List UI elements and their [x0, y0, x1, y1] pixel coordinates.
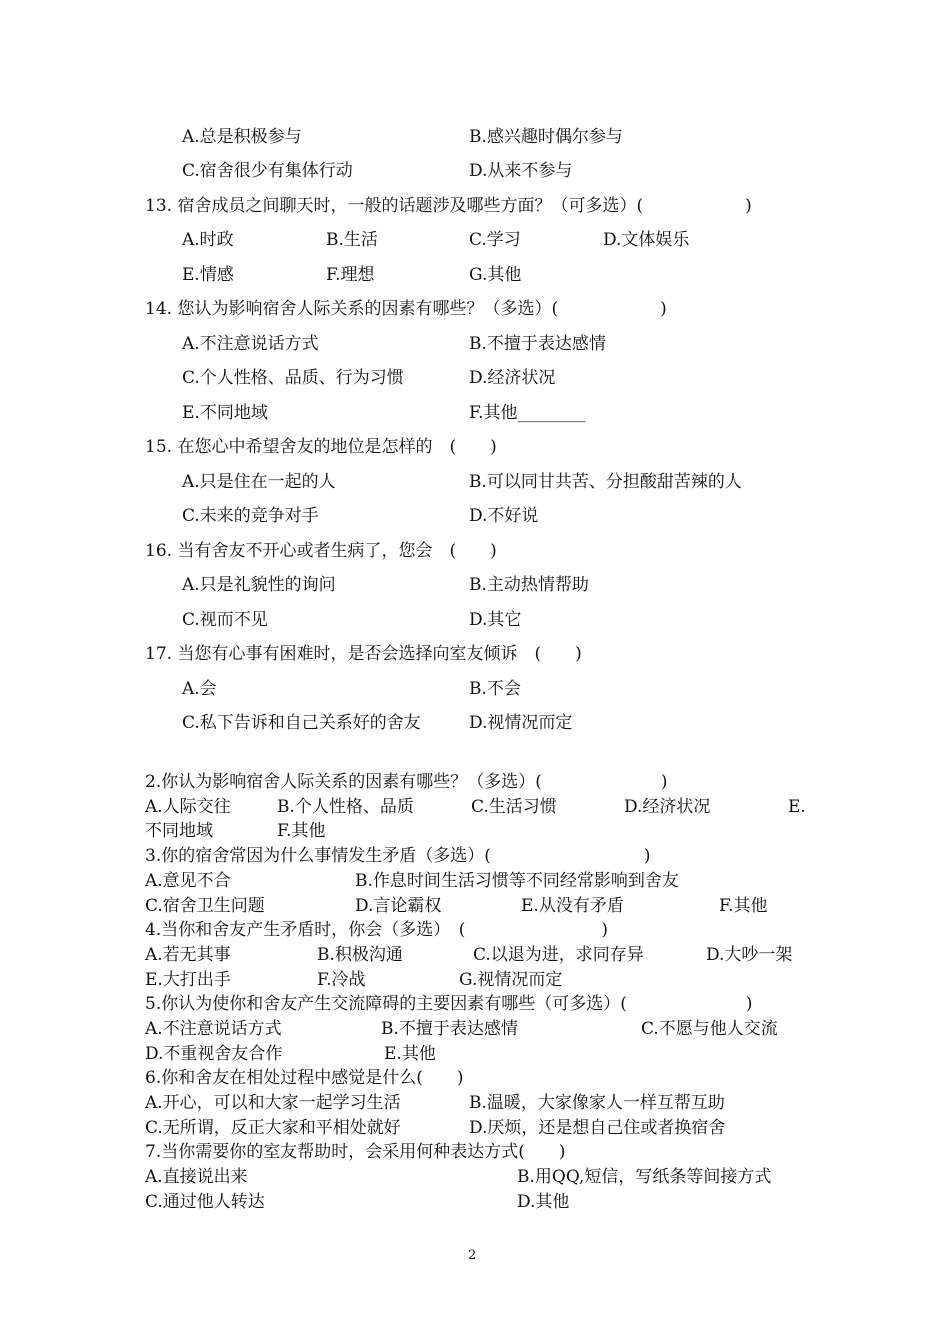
p2-q4-option-g: G.视情况而定 — [459, 970, 563, 990]
q14-option-e: E.不同地域 — [182, 403, 268, 423]
p2-q4-option-c: C.以退为进，求同存异 — [473, 945, 644, 965]
q13-option-d: D.文体娱乐 — [603, 230, 690, 250]
p2-q4-stem: 4.当你和舍友产生矛盾时，你会（多选） ( ) — [145, 920, 608, 940]
p2-q3-option-c: C.宿舍卫生问题 — [145, 896, 265, 916]
p2-q6-stem: 6.你和舍友在相处过程中感觉是什么( ) — [145, 1068, 464, 1088]
p2-q6-option-b: B.温暖，大家像家人一样互帮互助 — [469, 1093, 725, 1113]
p2-q6-option-c: C.无所谓，反正大家和平相处就好 — [145, 1118, 401, 1138]
p2-q2-option-f: F.其他 — [277, 821, 326, 841]
q14-option-a: A.不注意说话方式 — [182, 334, 319, 354]
p2-q5-option-e: E.其他 — [384, 1044, 436, 1064]
q15-option-c: C.未来的竞争对手 — [182, 506, 319, 526]
p2-q5-option-a: A.不注意说话方式 — [145, 1019, 282, 1039]
q14-option-f: F.其他________ — [469, 403, 586, 423]
page-number: 2 — [468, 1248, 477, 1263]
p2-q3-option-b: B.作息时间生活习惯等不同经常影响到舍友 — [355, 871, 679, 891]
p2-q7-stem: 7.当你需要你的室友帮助时，会采用何种表达方式( ) — [145, 1142, 566, 1162]
q13-stem: 13. 宿舍成员之间聊天时，一般的话题涉及哪些方面？（可多选）( ) — [145, 196, 752, 216]
p2-q4-option-a: A.若无其事 — [145, 945, 231, 965]
q17-option-c: C.私下告诉和自己关系好的舍友 — [182, 713, 421, 733]
q16-option-a: A.只是礼貌性的询问 — [182, 575, 336, 595]
p2-q4-option-e: E.大打出手 — [145, 970, 231, 990]
q13-option-b: B.生活 — [326, 230, 378, 250]
p2-q2-option-c: C.生活习惯 — [471, 797, 557, 817]
p2-q7-option-d: D.其他 — [517, 1192, 570, 1212]
q17-option-d: D.视情况而定 — [469, 713, 573, 733]
q12-option-c: C.宿舍很少有集体行动 — [182, 161, 353, 181]
p2-q3-option-a: A.意见不合 — [145, 871, 231, 891]
p2-q6-option-a: A.开心，可以和大家一起学习生活 — [145, 1093, 401, 1113]
q17-option-a: A.会 — [182, 679, 217, 699]
q12-option-a: A.总是积极参与 — [182, 127, 302, 147]
q17-stem: 17. 当您有心事有困难时，是否会选择向室友倾诉 ( ) — [145, 644, 582, 664]
p2-q3-option-d: D.言论霸权 — [355, 896, 442, 916]
q12-option-b: B.感兴趣时偶尔参与 — [469, 127, 623, 147]
q13-option-e: E.情感 — [182, 265, 234, 285]
q17-option-b: B.不会 — [469, 679, 521, 699]
p2-q3-option-e: E.从没有矛盾 — [521, 896, 624, 916]
p2-q5-stem: 5.你认为使你和舍友产生交流障碍的主要因素有哪些（可多选）( ) — [145, 994, 753, 1014]
q15-option-d: D.不好说 — [469, 506, 539, 526]
p2-q4-option-b: B.积极沟通 — [317, 945, 403, 965]
q15-stem: 15. 在您心中希望舍友的地位是怎样的 ( ) — [145, 437, 497, 457]
p2-q2-option-e-cont: 不同地域 — [145, 821, 213, 841]
p2-q5-option-c: C.不愿与他人交流 — [641, 1019, 778, 1039]
p2-q2-option-a: A.人际交往 — [145, 797, 231, 817]
p2-q5-option-b: B.不擅于表达感情 — [381, 1019, 518, 1039]
p2-q7-option-c: C.通过他人转达 — [145, 1192, 265, 1212]
p2-q4-option-d: D.大吵一架 — [706, 945, 793, 965]
p2-q5-option-d: D.不重视舍友合作 — [145, 1044, 283, 1064]
q13-option-c: C.学习 — [469, 230, 521, 250]
q14-option-c: C.个人性格、品质、行为习惯 — [182, 368, 404, 388]
q13-option-f: F.理想 — [326, 265, 375, 285]
q12-option-d: D.从来不参与 — [469, 161, 573, 181]
q13-option-g: G.其他 — [469, 265, 522, 285]
q14-option-b: B.不擅于表达感情 — [469, 334, 606, 354]
q13-option-a: A.时政 — [182, 230, 234, 250]
q14-stem: 14. 您认为影响宿舍人际关系的因素有哪些？（多选）( ) — [145, 299, 667, 319]
q14-option-d: D.经济状况 — [469, 368, 556, 388]
p2-q2-option-b: B.个人性格、品质 — [277, 797, 414, 817]
q15-option-a: A.只是住在一起的人 — [182, 472, 336, 492]
q15-option-b: B.可以同甘共苦、分担酸甜苦辣的人 — [469, 472, 742, 492]
p2-q2-stem: 2.你认为影响宿舍人际关系的因素有哪些？（多选）( ) — [145, 772, 668, 792]
p2-q7-option-a: A.直接说出来 — [145, 1167, 248, 1187]
p2-q2-option-e: E. — [788, 797, 806, 817]
p2-q3-option-f: F.其他 — [719, 896, 768, 916]
p2-q2-option-d: D.经济状况 — [624, 797, 711, 817]
q16-option-d: D.其它 — [469, 610, 522, 630]
q16-stem: 16. 当有舍友不开心或者生病了，您会 ( ) — [145, 541, 497, 561]
p2-q7-option-b: B.用QQ,短信，写纸条等间接方式 — [517, 1167, 772, 1187]
q16-option-c: C.视而不见 — [182, 610, 268, 630]
p2-q4-option-f: F.冷战 — [317, 970, 366, 990]
p2-q6-option-d: D.厌烦，还是想自己住或者换宿舍 — [469, 1118, 726, 1138]
q16-option-b: B.主动热情帮助 — [469, 575, 589, 595]
p2-q3-stem: 3.你的宿舍常因为什么事情发生矛盾（多选）( ) — [145, 846, 651, 866]
